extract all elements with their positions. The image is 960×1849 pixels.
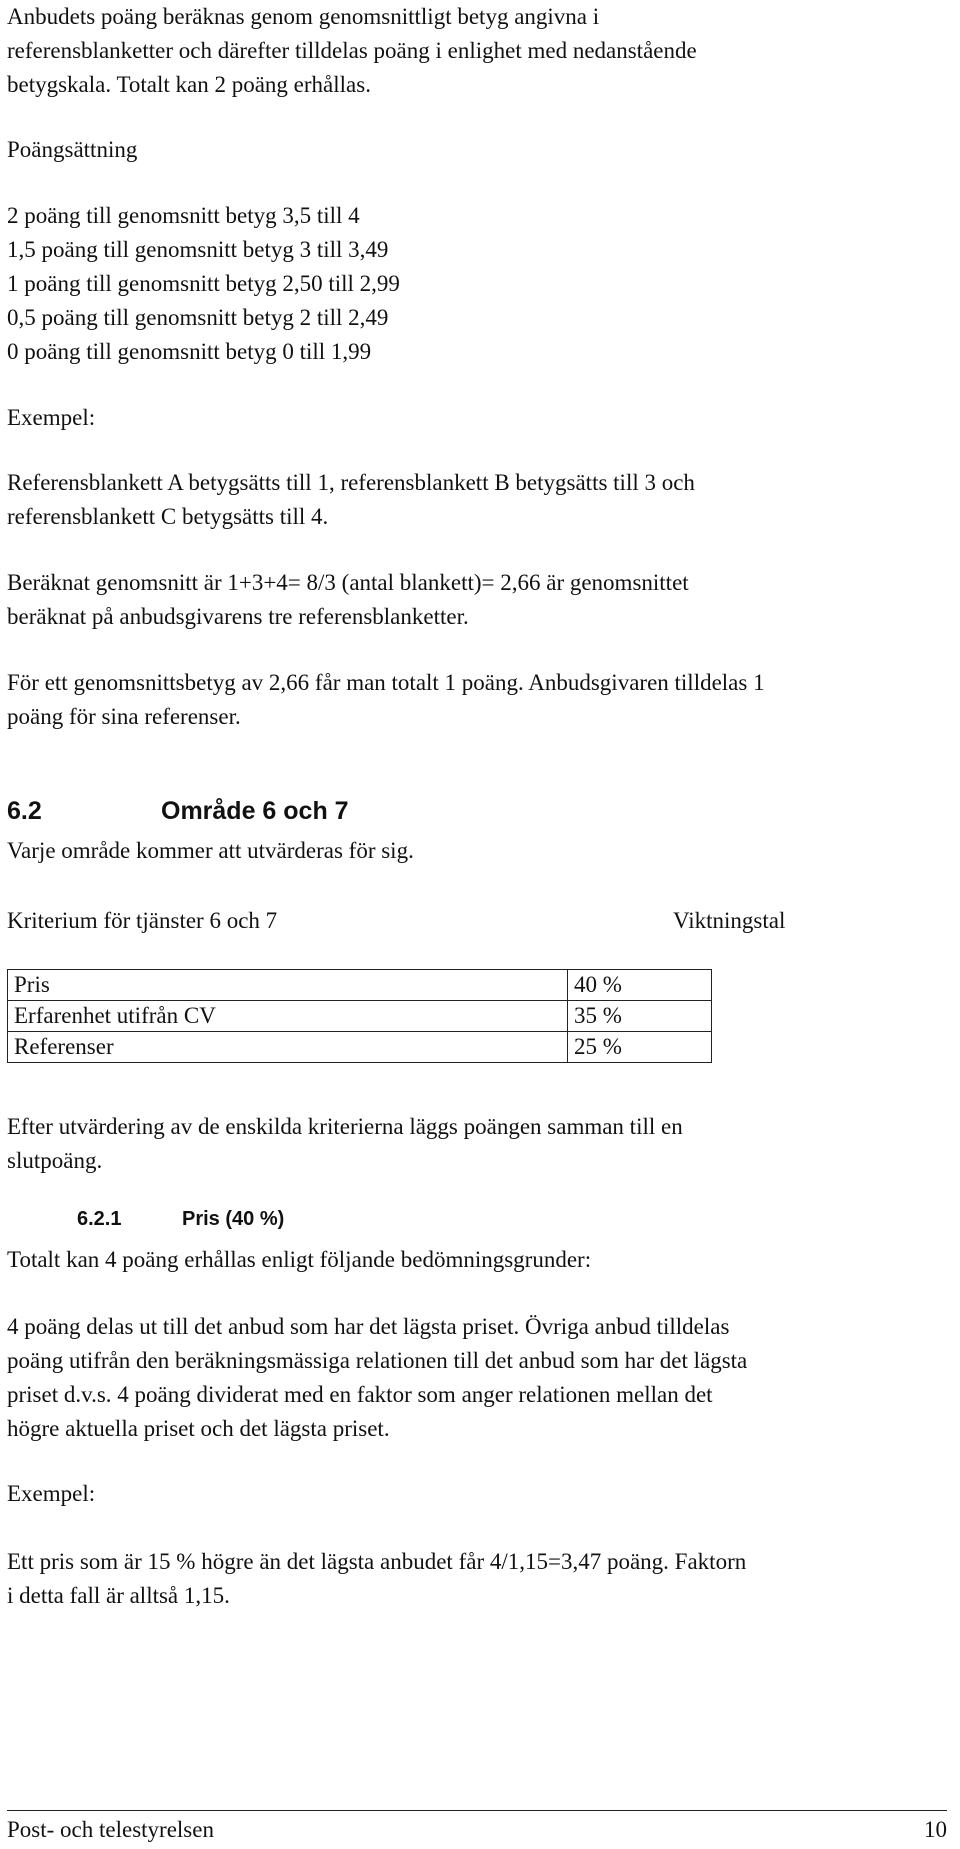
example-label: Exempel:	[7, 405, 96, 430]
table-row	[8, 1001, 712, 1032]
weight-cell: 25 %	[568, 1032, 712, 1063]
text-line: referensblankett C betygsätts till 4.	[7, 504, 329, 529]
text-line: Ett pris som är 15 % högre än det lägsta anbudet får 4/1,15=3,47 poäng. Faktorn	[7, 1549, 747, 1574]
scoring-item: 2 poäng till genomsnitt betyg 3,5 till 4	[7, 203, 360, 228]
scoring-item: 0 poäng till genomsnitt betyg 0 till 1,99	[7, 339, 372, 364]
text-line: högre aktuella priset och det lägsta priset.	[7, 1416, 390, 1441]
example-paragraph-1	[7, 466, 695, 534]
price-example-paragraph	[7, 1545, 746, 1613]
section-heading-6-2	[7, 794, 349, 828]
weight-cell: 40 %	[568, 970, 712, 1001]
text-line: poäng för sina referenser.	[7, 704, 241, 729]
scoring-item: 1,5 poäng till genomsnitt betyg 3 till 3,49	[7, 237, 389, 262]
section-intro: Totalt kan 4 poäng erhållas enligt följande bedömningsgrunder:	[7, 1247, 592, 1272]
example-paragraph-2	[7, 566, 689, 634]
page-number: 10	[924, 1817, 947, 1842]
scoring-list	[7, 199, 400, 369]
criterion-cell: Pris	[8, 970, 568, 1001]
text-line: 4 poäng delas ut till det anbud som har det lägsta priset. Övriga anbud tilldelas	[7, 1314, 730, 1339]
criterion-cell: Referenser	[8, 1032, 568, 1063]
weight-label: Viktningstal	[673, 908, 786, 933]
text-line: slutpoäng.	[7, 1148, 103, 1173]
example-label: Exempel:	[7, 1481, 96, 1506]
text-line: priset d.v.s. 4 poäng dividerat med en faktor som anger relationen mellan det	[7, 1382, 713, 1407]
text-line: Referensblankett A betygsätts till 1, referensblankett B betygsätts till 3 och	[7, 470, 695, 495]
section-title: Område 6 och 7	[161, 797, 349, 825]
example-paragraph-3	[7, 666, 765, 734]
criterion-cell: Erfarenhet utifrån CV	[8, 1001, 568, 1032]
intro-paragraph	[7, 0, 697, 102]
table-row	[8, 970, 712, 1001]
footer-organization: Post- och telestyrelsen	[7, 1817, 214, 1842]
criteria-table	[7, 969, 712, 1063]
summary-paragraph	[7, 1110, 683, 1178]
text-line: beräknat på anbudsgivarens tre referensblanketter.	[7, 604, 469, 629]
table-row	[8, 1032, 712, 1063]
section-number: 6.2.1	[77, 1208, 122, 1230]
section-intro: Varje område kommer att utvärderas för sig.	[7, 838, 414, 863]
text-line: poäng utifrån den beräkningsmässiga relationen till det anbud som har det lägsta	[7, 1348, 748, 1373]
text-line: För ett genomsnittsbetyg av 2,66 får man totalt 1 poäng. Anbudsgivaren tilldelas 1	[7, 670, 765, 695]
price-rules-paragraph	[7, 1310, 747, 1446]
weight-cell: 35 %	[568, 1001, 712, 1032]
text-line: referensblanketter och därefter tilldelas poäng i enlighet med nedanstående	[7, 38, 697, 63]
text-line: i detta fall är alltså 1,15.	[7, 1583, 230, 1608]
scoring-heading: Poängsättning	[7, 137, 138, 162]
section-heading-6-2-1	[77, 1202, 284, 1236]
section-title: Pris (40 %)	[182, 1208, 285, 1230]
document-page	[7, 0, 947, 1849]
scoring-item: 0,5 poäng till genomsnitt betyg 2 till 2,49	[7, 305, 389, 330]
footer-divider	[7, 1810, 947, 1811]
text-line: betygskala. Totalt kan 2 poäng erhållas.	[7, 72, 371, 97]
criteria-label: Kriterium för tjänster 6 och 7	[7, 908, 278, 933]
scoring-item: 1 poäng till genomsnitt betyg 2,50 till 2,99	[7, 271, 400, 296]
section-number: 6.2	[7, 797, 42, 825]
text-line: Efter utvärdering av de enskilda kriterierna läggs poängen samman till en	[7, 1114, 683, 1139]
text-line: Beräknat genomsnitt är 1+3+4= 8/3 (antal blankett)= 2,66 är genomsnittet	[7, 570, 689, 595]
text-line: Anbudets poäng beräknas genom genomsnittligt betyg angivna i	[7, 4, 600, 29]
